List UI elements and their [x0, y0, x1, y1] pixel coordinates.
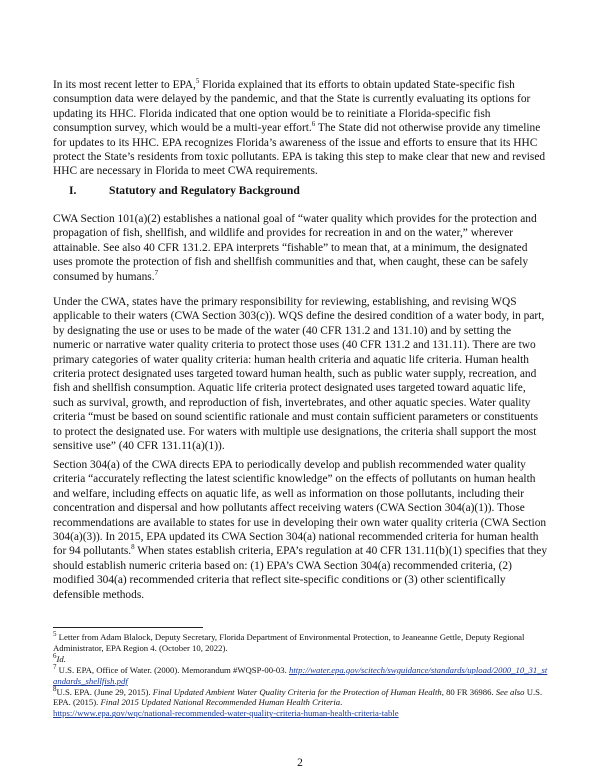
footnote-citation-title: Final 2015 Updated National Recommended Human Health Criteria — [100, 697, 341, 708]
footnote-see-also: See also — [495, 686, 525, 697]
footnote-text: U.S. EPA. (June 29, 2015). — [56, 686, 153, 697]
paragraph-florida-letter — [53, 78, 549, 179]
footnote-ref-8[interactable]: 8 — [131, 543, 135, 552]
footnote-5 — [53, 632, 549, 654]
footnote-ref-7[interactable]: 7 — [154, 268, 159, 277]
footnote-text: U.S. EPA, Office of Water. (2000). Memorandum #WQSP-00-03. — [56, 664, 289, 675]
section-number: I. — [69, 184, 77, 197]
paragraph-text: When states establish criteria, EPA’s regulation at 40 CFR 131.11(b)(1) specifies that they should establish numeric criteria based on: (1) EPA’s CWA Section 304(a) recommended criteria, (2) modified 304(a) recommended criteria that reflect site-specific conditions or (3) other scientifically defensible methods. — [53, 545, 548, 601]
footnote-text: Letter from Adam Blalock, Deputy Secretary, Florida Department of Environmental Protection, to Jeaneanne Gettle, Deputy Regional Administrator, EPA Region 4. (October 10, 2022). — [53, 632, 525, 653]
footnote-divider — [53, 627, 203, 628]
paragraph-text: Florida explained that its efforts to obtain updated State-specific fish consumption data were delayed by the pandemic, and that the State is currently evaluating its options for updating its HHC. Florida indicated that one option would be to reinitiate a Florida-specific fish consumption survey, which would be a multi-year effort. — [53, 79, 531, 135]
footnote-link[interactable]: https://www.epa.gov/wqc/national-recommended-water-quality-criteria-human-health-criteria-table — [53, 708, 399, 719]
footnotes — [53, 632, 549, 719]
footnote-link[interactable]: http://water.epa.gov/scitech/swguidance/standards/upload/2000_10_31_standards_shellfish.pdf — [53, 664, 548, 686]
paragraph-cwa-states: Under the CWA, states have the primary responsibility for reviewing, establishing, and revising WQS applicable to their waters (CWA Section 303(c)). WQS define the desired condition of a water body, in part, by designating the use or uses to be made of the water (40 CFR 131.2 and 131.10) and by setting the numeric or narrative water quality criteria to protect those uses (40 CFR 131.2 and 131.11). There are two primary categories of water quality criteria: human health criteria and aquatic life criteria. Human health criteria protect designated uses targeted toward human health, such as public water supply, recreation, and fish and shellfish consumption. Aquatic life criteria protect designated uses targeted toward aquatic life, such as survival, growth, and reproduction of fish, invertebrates, and other aquatic species. Water quality criteria “must be based on sound scientific rationale and must contain sufficient parameters or constituents to protect the designated use. For waters with multiple use designations, the criteria shall support the most sensitive use” (40 CFR 131.11(a)(1)). — [53, 296, 545, 453]
footnote-text: . — [340, 697, 343, 708]
footnote-mark: 7 — [53, 662, 57, 671]
footnote-ref-6[interactable]: 6 — [311, 120, 316, 129]
paragraph-cwa-304 — [53, 458, 549, 602]
footnote-mark: 6 — [53, 651, 57, 660]
footnote-text: Id. — [56, 653, 66, 664]
section-heading — [53, 184, 549, 197]
footnote-7 — [53, 662, 549, 687]
paragraph-cwa-101 — [53, 212, 549, 284]
footnote-6 — [53, 651, 549, 665]
page-number: 2 — [297, 757, 303, 769]
paragraph-text: The State did not otherwise provide any timeline for updates to its HHC. EPA recognizes Florida’s awareness of the issue and efforts to ensure that its HHC protect the State’s residents from toxic pollutants. EPA is taking this step to make clear that new and revised HHC are necessary in Florida to meet CWA requirements. — [53, 122, 546, 178]
footnote-mark: 5 — [53, 630, 57, 639]
footnote-8 — [53, 684, 549, 720]
paragraph-text: In its most recent letter to EPA, — [53, 79, 196, 91]
footnote-ref-5[interactable]: 5 — [195, 77, 200, 86]
footnote-text: U.S. EPA. (2015). — [53, 686, 543, 708]
paragraph-text: CWA Section 101(a)(2) establishes a national goal of “water quality which provides for the protection and propagation of fish, shellfish, and wildlife and provides for recreation in and on the water,” wherever attainable. See also 40 CFR 131.2. EPA interprets “fishable” to mean that, at a minimum, the designated uses promote the protection of fish and shellfish communities and that, when caught, these can be safely consumed by humans. — [53, 213, 537, 283]
section-title: Statutory and Regulatory Background — [109, 184, 300, 197]
footnote-mark: 8 — [53, 684, 57, 693]
footnote-text: , 80 FR 36986. — [441, 686, 496, 697]
paragraph-text: Section 304(a) of the CWA directs EPA to periodically develop and publish recommended water quality criteria “accurately reflecting the latest scientific knowledge” on the effects of pollutants on human health and welfare, including effects on aquatic life, as well as information on those pollutants, including their concentration and dispersal and how pollutants affect receiving waters (CWA Section 304(a)(1)). Those recommendations are available to states for use in developing their own water quality criteria (CWA Section 304(a)(3)). In 2015, EPA updated its CWA Section 304(a) national recommended criteria for human health for 94 pollutants. — [53, 459, 547, 558]
footnote-citation-title: Final Updated Ambient Water Quality Criteria for the Protection of Human Health — [152, 686, 442, 697]
